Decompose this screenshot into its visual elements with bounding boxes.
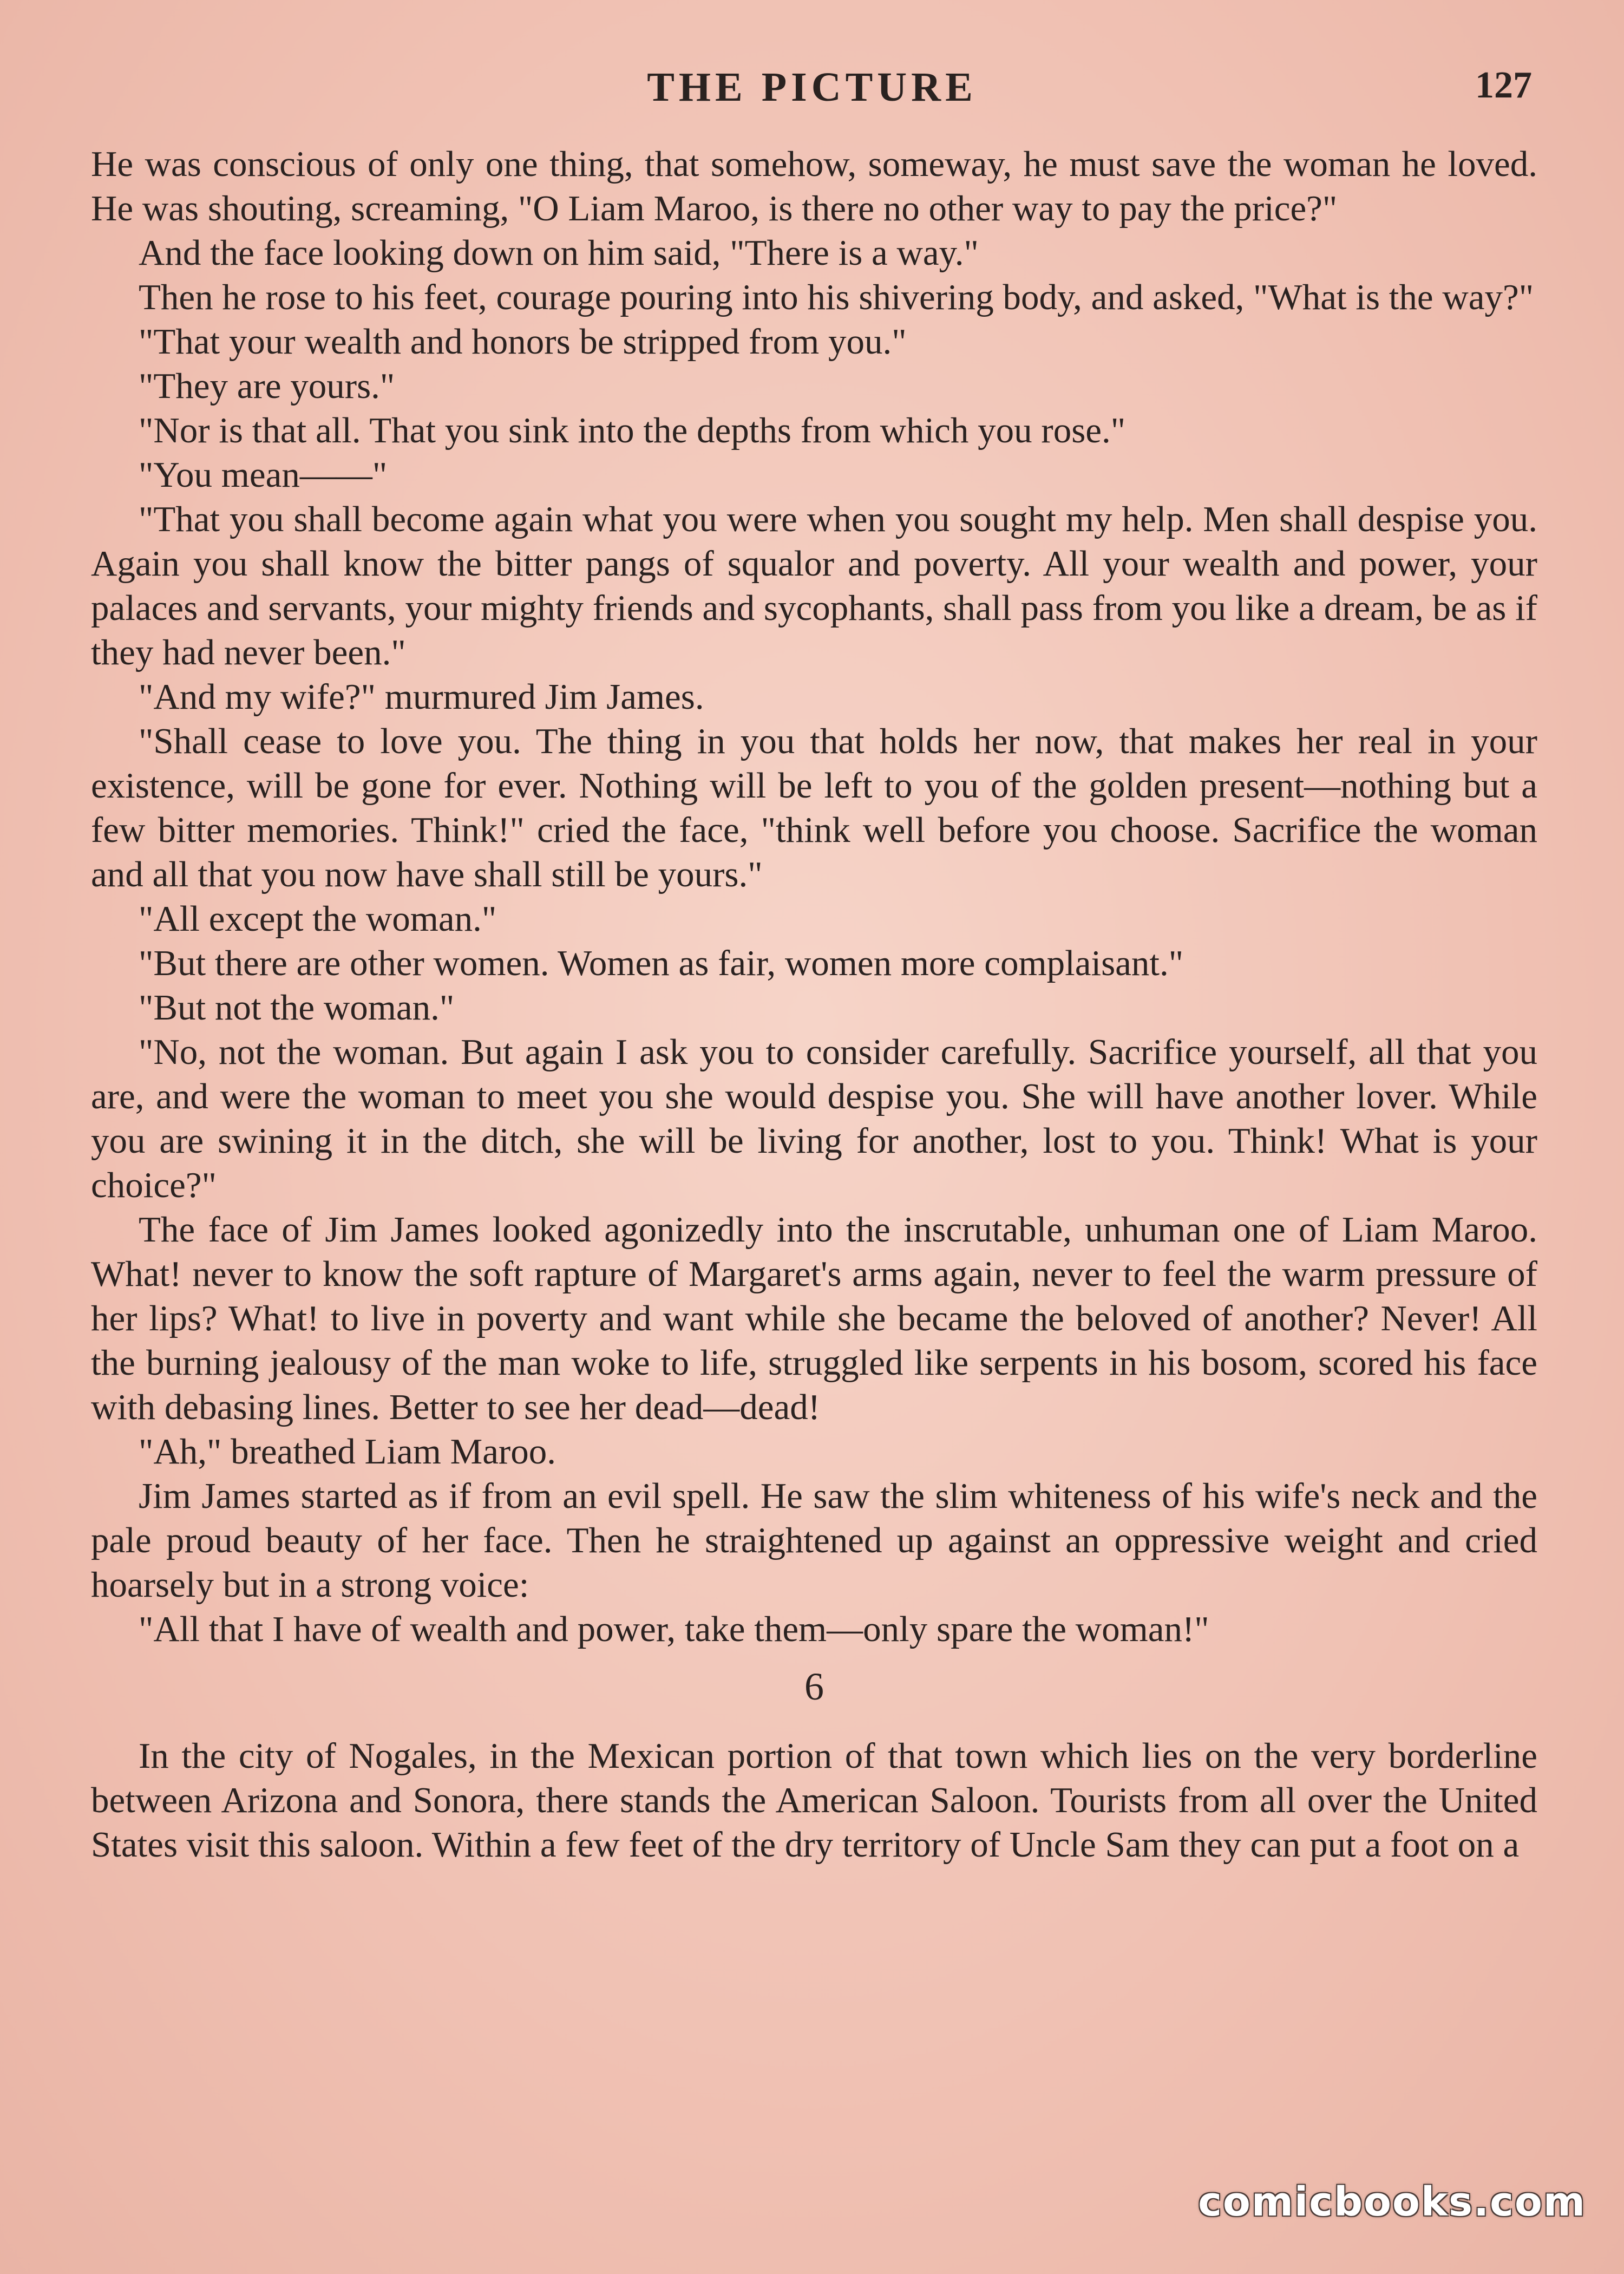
body-text: [91, 142, 1537, 1867]
paragraphs: [91, 142, 1537, 1651]
paragraph: The face of Jim James looked agonizedly into the inscrutable, unhuman one of Liam Maroo. What! never to know the soft rapture of Margaret's arms again, never to feel the warm pressure of her lips? What! to live in poverty and want while she became the beloved of another? Never! All the burning jealousy of the man woke to life, struggled like serpents in his bosom, scored his face with debasing lines. Better to see her dead—dead!: [91, 1210, 1537, 1427]
paragraph: "But not the woman.": [139, 988, 455, 1028]
paragraph: Jim James started as if from an evil spell. He saw the slim whiteness of his wife's neck and the pale proud beauty of her face. Then he straightened up against an oppressive weight and cried hoarsely but in a strong voice:: [91, 1476, 1537, 1605]
paragraph: He was conscious of only one thing, that somehow, someway, he must save the woman he loved. He was shouting, screaming, "O Liam Maroo, is there no other way to pay the price?": [91, 144, 1537, 228]
paragraph: In the city of Nogales, in the Mexican portion of that town which lies on the very borderline between Arizona and Sonora, there stands the American Saloon. Tourists from all over the United States visit this saloon. Within a few feet of the dry territory of Uncle Sam they can put a foot on a: [91, 1736, 1537, 1865]
watermark: comicbooks.com: [1198, 2179, 1586, 2225]
paragraph: Then he rose to his feet, courage pouring into his shivering body, and asked, "What is the way?": [139, 277, 1534, 317]
paragraph: "All that I have of wealth and power, take them—only spare the woman!": [139, 1609, 1209, 1649]
page-number: 127: [1475, 64, 1532, 106]
paragraph: "Nor is that all. That you sink into the depths from which you rose.": [139, 410, 1126, 450]
section-number: 6: [804, 1665, 824, 1708]
section-paragraphs: [91, 1734, 1537, 1867]
paragraph: "Shall cease to love you. The thing in you that holds her now, that makes her real in your existence, will be gone for ever. Nothing will be left to you of the golden present—nothing but a few bitter memories. Think!" cried the face, "think well before you choose. Sacrifice the woman and all that you now have shall still be yours.": [91, 721, 1537, 894]
paragraph: "No, not the woman. But again I ask you to consider carefully. Sacrifice yourself, all that you are, and were the woman to meet you she would despise you. She will have another lover. While you are swining it in the ditch, she will be living for another, lost to you. Think! What is your choice?": [91, 1032, 1537, 1205]
running-header: [0, 64, 1624, 118]
paragraph: "That your wealth and honors be stripped from you.": [139, 322, 907, 362]
paragraph: "You mean——": [139, 455, 388, 495]
paragraph: "But there are other women. Women as fair, women more complaisant.": [139, 943, 1184, 983]
paragraph: And the face looking down on him said, "There is a way.": [139, 233, 979, 273]
paragraph: "They are yours.": [139, 366, 395, 406]
paragraph: "Ah," breathed Liam Maroo.: [139, 1432, 556, 1472]
paragraph: "That you shall become again what you were when you sought my help. Men shall despise you. Again you shall know the bitter pangs of squalor and poverty. All your wealth and power, your palaces and servants, your mighty friends and sycophants, shall pass from you like a dream, be as if they had never been.": [91, 499, 1537, 672]
paragraph: "All except the woman.": [139, 899, 497, 939]
paragraph: "And my wife?" murmured Jim James.: [139, 677, 704, 717]
chapter-title: THE PICTURE: [647, 64, 977, 110]
